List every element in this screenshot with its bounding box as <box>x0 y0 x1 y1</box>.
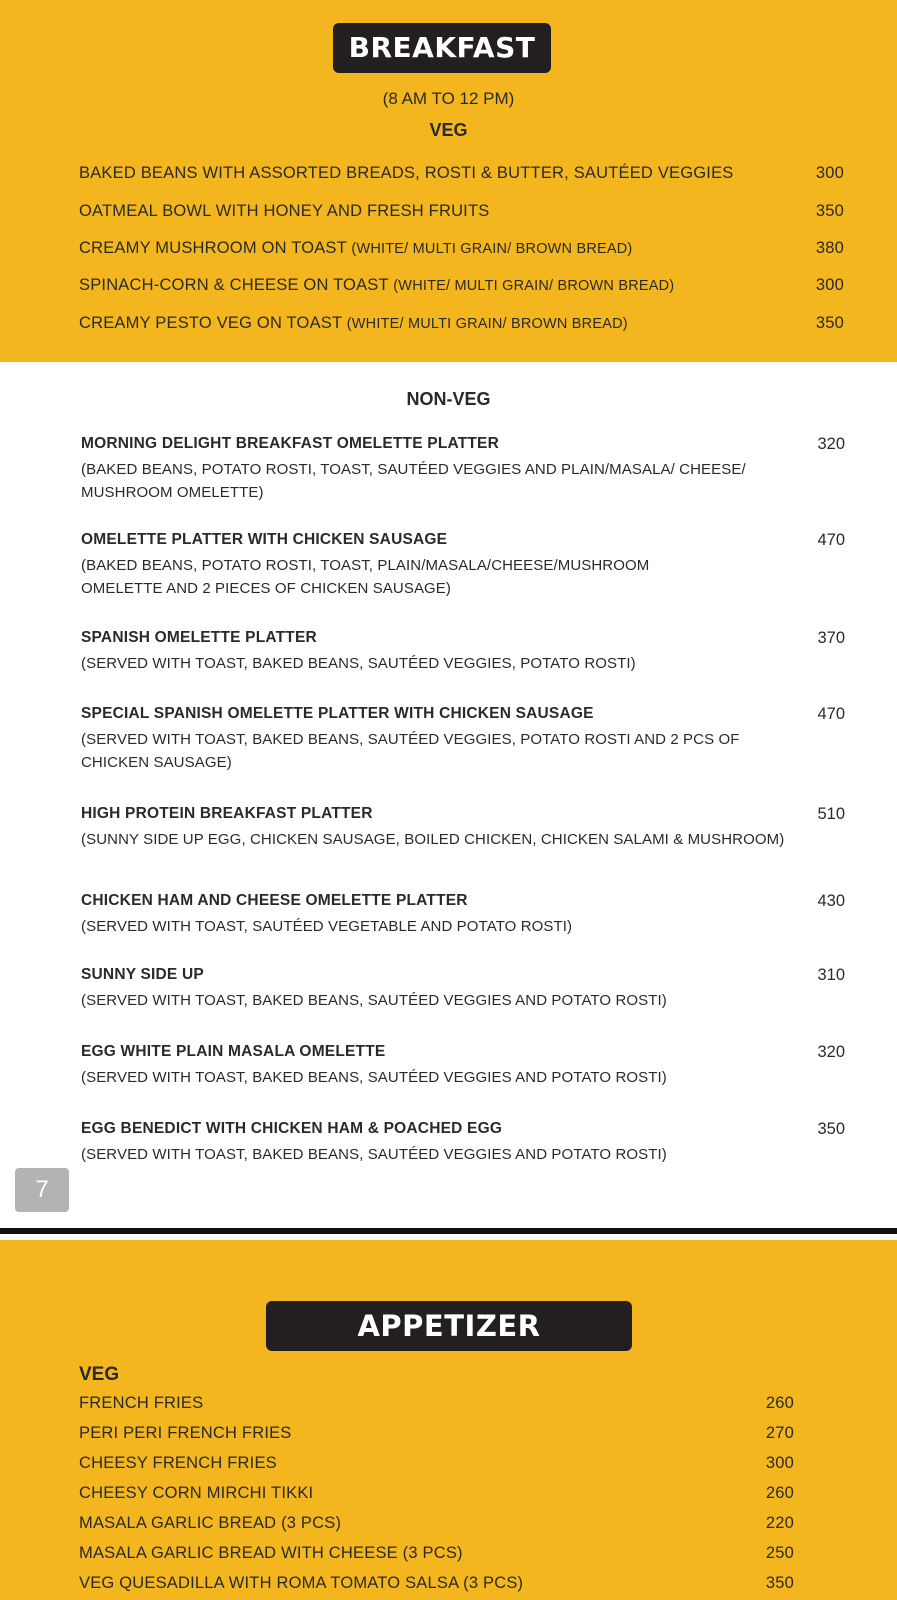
item-note: (WHITE/ MULTI GRAIN/ BROWN BREAD) <box>393 278 675 294</box>
item-price: 260 <box>765 1394 794 1412</box>
item-price: 350 <box>815 314 844 332</box>
item-price: 510 <box>817 805 845 823</box>
item-note: (WHITE/ MULTI GRAIN/ BROWN BREAD) <box>351 241 633 257</box>
item-name: HIGH PROTEIN BREAKFAST PLATTER <box>81 805 373 822</box>
page-number-badge: 7 <box>15 1168 69 1212</box>
appetizer-title-badge <box>266 1301 632 1351</box>
appetizer-veg-heading: VEG <box>79 1364 120 1385</box>
item-name: SPANISH OMELETTE PLATTER <box>81 629 317 646</box>
item-price: 380 <box>815 239 844 257</box>
item-price: 430 <box>817 892 845 910</box>
item-price: 300 <box>815 164 844 182</box>
item-name: BAKED BEANS WITH ASSORTED BREADS, ROSTI & BUTTER, SAUTÉED VEGGIES <box>79 164 734 182</box>
item-price: 320 <box>817 435 845 453</box>
breakfast-veg-heading: VEG <box>429 120 468 140</box>
item-price: 220 <box>765 1514 794 1532</box>
item-name: CHEESY CORN MIRCHI TIKKI <box>79 1484 314 1502</box>
breakfast-hours: (8 AM TO 12 PM) <box>382 89 515 108</box>
item-price: 300 <box>815 276 844 294</box>
item-name: CREAMY MUSHROOM ON TOAST <box>79 239 347 257</box>
item-name: MASALA GARLIC BREAD (3 PCS) <box>79 1514 342 1532</box>
item-description: (SERVED WITH TOAST, SAUTÉED VEGETABLE AND POTATO ROSTI) <box>81 918 573 935</box>
item-price: 370 <box>817 629 845 647</box>
item-price: 310 <box>817 966 845 984</box>
item-price: 470 <box>817 531 845 549</box>
item-name: OMELETTE PLATTER WITH CHICKEN SAUSAGE <box>81 531 448 548</box>
item-name: MASALA GARLIC BREAD WITH CHEESE (3 PCS) <box>79 1544 463 1562</box>
item-name: SPECIAL SPANISH OMELETTE PLATTER WITH CHICKEN SAUSAGE <box>81 705 594 722</box>
item-price: 260 <box>765 1484 794 1502</box>
breakfast-nonveg-heading: NON-VEG <box>406 389 491 409</box>
item-name: CHEESY FRENCH FRIES <box>79 1454 277 1472</box>
item-description: (SERVED WITH TOAST, BAKED BEANS, SAUTÉED VEGGIES AND POTATO ROSTI) <box>81 992 667 1009</box>
item-name: FRENCH FRIES <box>79 1394 204 1412</box>
item-name: SPINACH-CORN & CHEESE ON TOAST <box>79 276 389 294</box>
item-description: (SERVED WITH TOAST, BAKED BEANS, SAUTÉED VEGGIES, POTATO ROSTI AND 2 PCS OF CHICKEN SAUSAGE) <box>81 731 740 771</box>
item-price: 350 <box>765 1574 794 1592</box>
item-description: (BAKED BEANS, POTATO ROSTI, TOAST, SAUTÉED VEGGIES AND PLAIN/MASALA/ CHEESE/ MUSHROOM OMELETTE) <box>81 461 746 501</box>
breakfast-title: BREAKFAST <box>348 31 536 64</box>
item-price: 300 <box>765 1454 794 1472</box>
item-price: 320 <box>817 1043 845 1061</box>
item-description: (SERVED WITH TOAST, BAKED BEANS, SAUTÉED VEGGIES AND POTATO ROSTI) <box>81 1069 667 1086</box>
item-description: (SERVED WITH TOAST, BAKED BEANS, SAUTÉED VEGGIES, POTATO ROSTI) <box>81 655 636 672</box>
item-price: 470 <box>817 705 845 723</box>
item-name: CHICKEN HAM AND CHEESE OMELETTE PLATTER <box>81 892 468 909</box>
appetizer-title: APPETIZER <box>357 1309 541 1343</box>
breakfast-title-badge <box>333 23 551 73</box>
item-description: (SERVED WITH TOAST, BAKED BEANS, SAUTÉED VEGGIES AND POTATO ROSTI) <box>81 1146 667 1163</box>
item-name: SUNNY SIDE UP <box>81 966 204 983</box>
item-price: 350 <box>815 202 844 220</box>
item-description: (BAKED BEANS, POTATO ROSTI, TOAST, PLAIN/MASALA/CHEESE/MUSHROOM OMELETTE AND 2 PIECES OF CHICKEN SAUSAGE) <box>81 557 650 597</box>
item-description: (SUNNY SIDE UP EGG, CHICKEN SAUSAGE, BOILED CHICKEN, CHICKEN SALAMI & MUSHROOM) <box>81 831 785 848</box>
item-name: CREAMY PESTO VEG ON TOAST <box>79 314 342 332</box>
page-divider <box>0 1228 897 1234</box>
item-name: EGG WHITE PLAIN MASALA OMELETTE <box>81 1043 386 1060</box>
item-price: 350 <box>817 1120 845 1138</box>
item-price: 270 <box>765 1424 794 1442</box>
item-name: PERI PERI FRENCH FRIES <box>79 1424 292 1442</box>
item-name: VEG QUESADILLA WITH ROMA TOMATO SALSA (3 PCS) <box>79 1574 524 1592</box>
item-note: (WHITE/ MULTI GRAIN/ BROWN BREAD) <box>346 316 628 332</box>
item-name: EGG BENEDICT WITH CHICKEN HAM & POACHED EGG <box>81 1120 503 1137</box>
item-price: 250 <box>765 1544 794 1562</box>
item-name: OATMEAL BOWL WITH HONEY AND FRESH FRUITS <box>79 202 490 220</box>
item-name: MORNING DELIGHT BREAKFAST OMELETTE PLATTER <box>81 435 499 452</box>
